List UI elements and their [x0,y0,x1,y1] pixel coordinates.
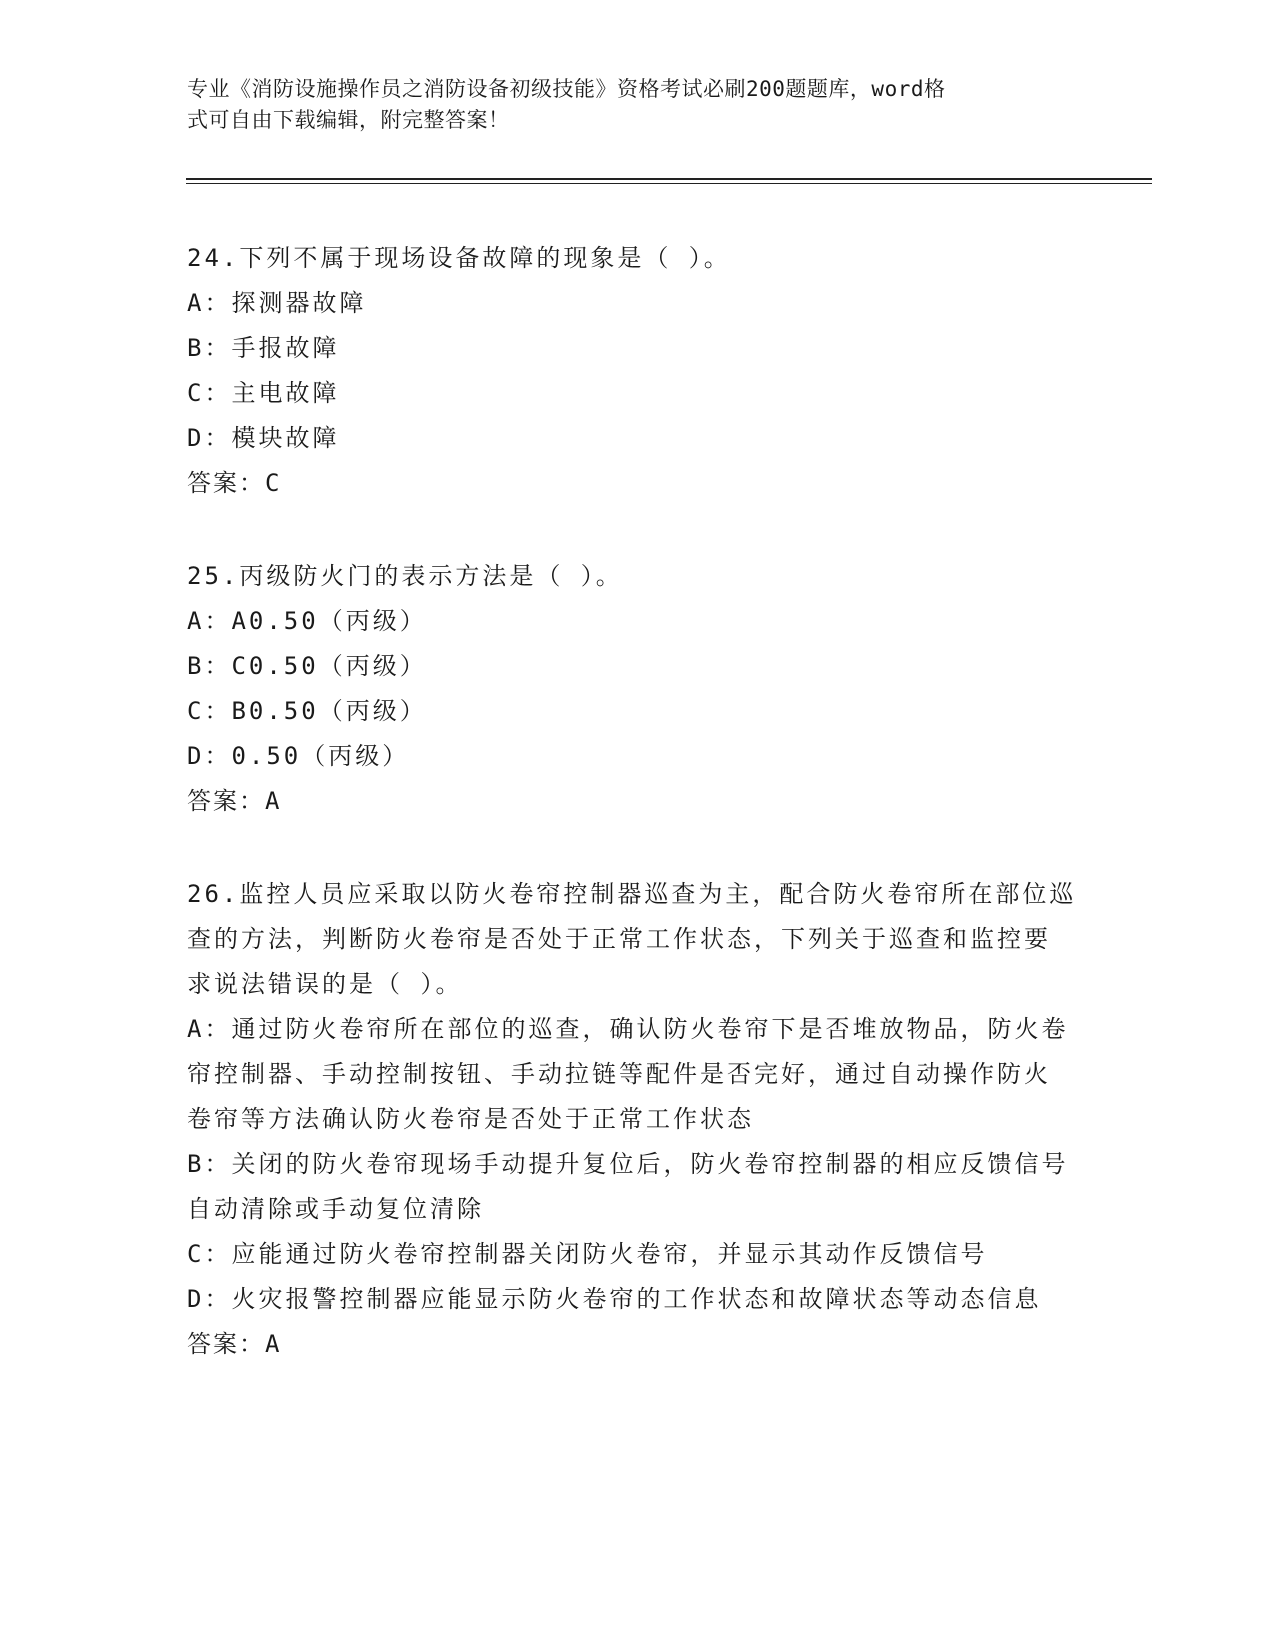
option-c: C：B0.50（丙级） [187,697,427,725]
question-list [187,236,1077,1415]
question-25 [187,554,1077,824]
option-b: B：手报故障 [187,334,340,362]
answer-label: 答案：A [187,787,282,815]
option-a: A：探测器故障 [187,289,367,317]
option-d: D：0.50（丙级） [187,742,410,770]
header-line-2: 式可自由下载编辑，附完整答案！ [187,108,510,132]
header-line-1: 专业《消防设施操作员之消防设备初级技能》资格考试必刷200题题库，word格 [187,77,946,101]
answer-label: 答案：C [187,469,282,497]
option-d: D：模块故障 [187,424,340,452]
option-b: B：C0.50（丙级） [187,652,427,680]
option-d: D：火灾报警控制器应能显示防火卷帘的工作状态和故障状态等动态信息 [187,1285,1042,1313]
option-a: A：通过防火卷帘所在部位的巡查，确认防火卷帘下是否堆放物品，防火卷帘控制器、手动控制按钮、手动拉链等配件是否完好，通过自动操作防火卷帘等方法确认防火卷帘是否处于正常工作状态 [187,1015,1069,1133]
page-header [187,74,1067,136]
question-stem: 25.丙级防火门的表示方法是（ ）。 [187,562,623,590]
question-stem: 26.监控人员应采取以防火卷帘控制器巡查为主，配合防火卷帘所在部位巡查的方法，判断防火卷帘是否处于正常工作状态，下列关于巡查和监控要求说法错误的是（ ）。 [187,880,1077,998]
question-26 [187,872,1077,1367]
question-24 [187,236,1077,506]
option-b: B：关闭的防火卷帘现场手动提升复位后，防火卷帘控制器的相应反馈信号自动清除或手动复位清除 [187,1150,1069,1223]
header-divider-bottom [186,183,1152,184]
option-c: C：主电故障 [187,379,340,407]
answer-label: 答案：A [187,1330,282,1358]
option-a: A：A0.50（丙级） [187,607,427,635]
header-divider-top [186,178,1152,180]
option-c: C：应能通过防火卷帘控制器关闭防火卷帘，并显示其动作反馈信号 [187,1240,988,1268]
question-stem: 24.下列不属于现场设备故障的现象是（ ）。 [187,244,731,272]
